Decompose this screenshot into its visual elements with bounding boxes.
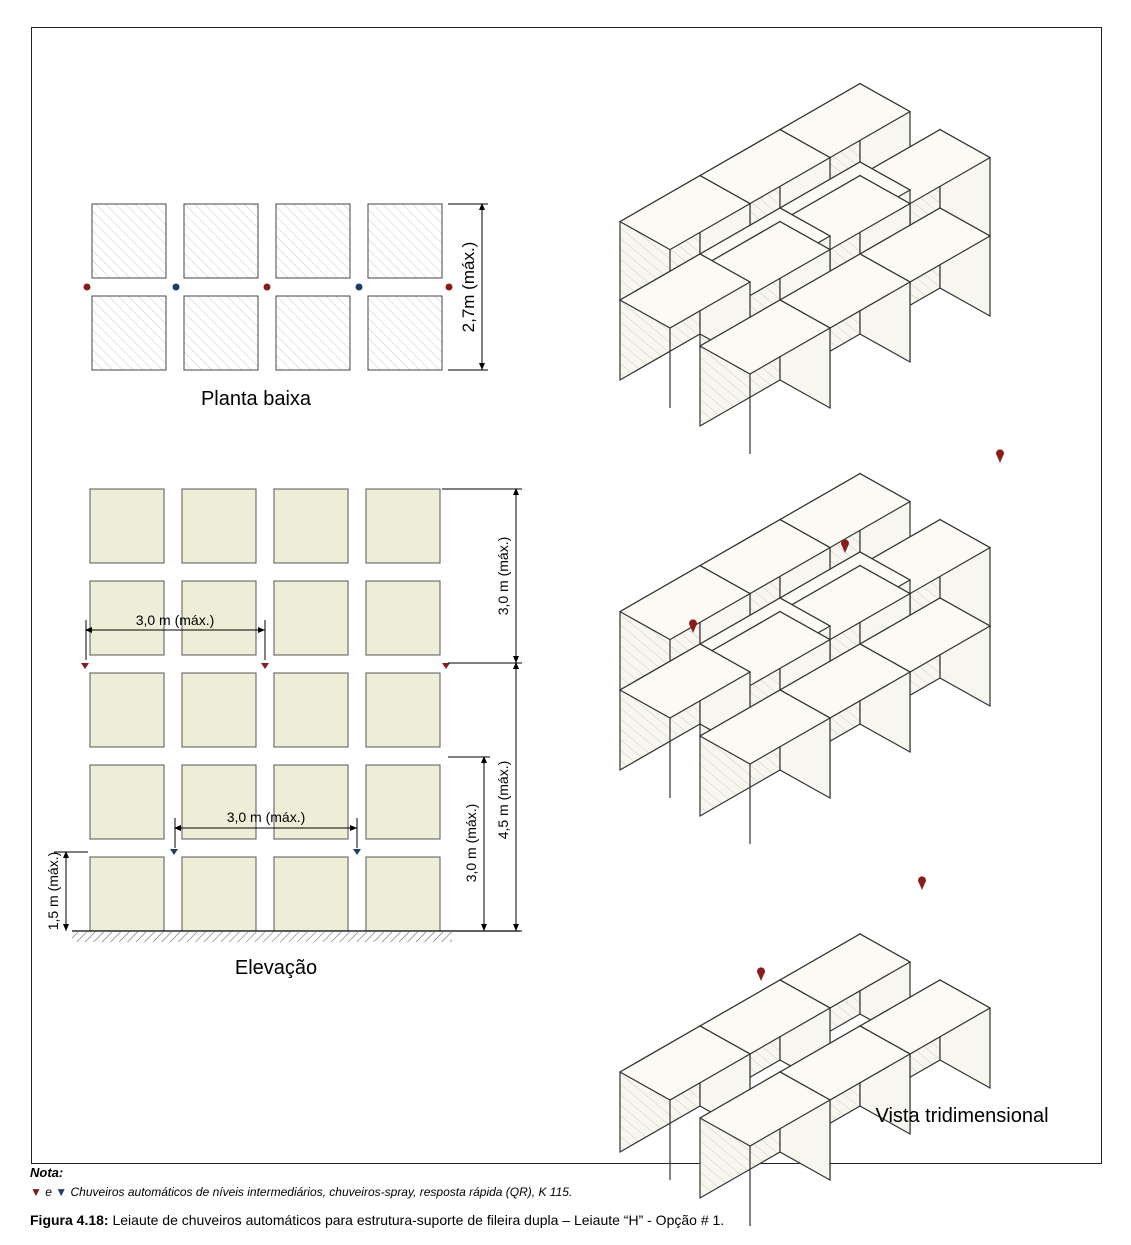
note-text [30, 1185, 572, 1199]
dim-horizontal-lower-label: 3,0 m (máx.) [226, 809, 306, 825]
elevation-box [366, 581, 440, 655]
plan-box [368, 296, 442, 370]
sprinkler-blue-marker [173, 284, 180, 291]
iso-title: Vista tridimensional [875, 1105, 1049, 1127]
plan-box [276, 204, 350, 278]
sprinkler-blue-symbol: ▼ [55, 1185, 68, 1199]
caption-text: Leiaute de chuveiros automáticos para estrutura-suporte de fileira dupla – Leiaute “H” - Opção # 1. [112, 1212, 725, 1228]
sprinkler-red-marker [84, 284, 91, 291]
note-title: Nota: [30, 1165, 64, 1180]
dim-mid-label: 4,5 m (máx.) [495, 760, 511, 840]
elevation-box [90, 673, 164, 747]
elevation-box [274, 857, 348, 931]
elevation-view [90, 489, 440, 931]
figure-caption [30, 1212, 724, 1228]
sprinkler-red-marker [446, 284, 453, 291]
plan-box [92, 204, 166, 278]
plan-box [92, 296, 166, 370]
sprinkler-red-symbol: ▼ [30, 1185, 42, 1199]
sprinkler-blue-marker [356, 284, 363, 291]
dim-floor-label: 1,5 m (máx.) [45, 851, 61, 931]
elevation-box [366, 673, 440, 747]
plan-height-label: 2,7m (máx.) [459, 241, 478, 333]
elevation-box [366, 489, 440, 563]
note-description: Chuveiros automáticos de níveis intermediários, chuveiros-spray, resposta rápida (QR), K 115. [70, 1185, 573, 1199]
plan-sprinkler-markers [84, 284, 453, 291]
note-joiner: e [45, 1185, 52, 1199]
elevation-box [90, 765, 164, 839]
sprinkler-red-marker [261, 663, 269, 669]
elevation-box [90, 489, 164, 563]
elevation-box [182, 673, 256, 747]
sprinkler-blue-marker [353, 849, 361, 855]
sprinkler-red-marker [757, 967, 765, 981]
isometric-view [620, 84, 990, 1226]
plan-box [276, 296, 350, 370]
plan-box [184, 296, 258, 370]
elevation-box [274, 489, 348, 563]
plan-box [184, 204, 258, 278]
dim-lower-label: 3,0 m (máx.) [463, 803, 479, 883]
elevation-box [182, 857, 256, 931]
elevation-box [274, 673, 348, 747]
elevation-box [274, 581, 348, 655]
plan-height-dimension [448, 204, 488, 370]
elevation-floor [72, 931, 520, 942]
sprinkler-red-marker [81, 663, 89, 669]
elevation-box [182, 489, 256, 563]
plan-box [368, 204, 442, 278]
plan-title: Planta baixa [200, 388, 312, 410]
dim-horizontal-upper-label: 3,0 m (máx.) [135, 612, 215, 628]
sprinkler-red-marker [996, 449, 1004, 463]
caption-label: Figura 4.18: [30, 1212, 109, 1228]
sprinkler-red-marker [264, 284, 271, 291]
elevation-box [90, 857, 164, 931]
sprinkler-red-marker [918, 876, 926, 890]
elevation-box [366, 765, 440, 839]
elevation-box [366, 857, 440, 931]
dim-top-label: 3,0 m (máx.) [495, 536, 511, 616]
sprinkler-red-marker [442, 663, 450, 669]
elevation-title: Elevação [234, 957, 318, 979]
sprinkler-blue-marker [170, 849, 178, 855]
